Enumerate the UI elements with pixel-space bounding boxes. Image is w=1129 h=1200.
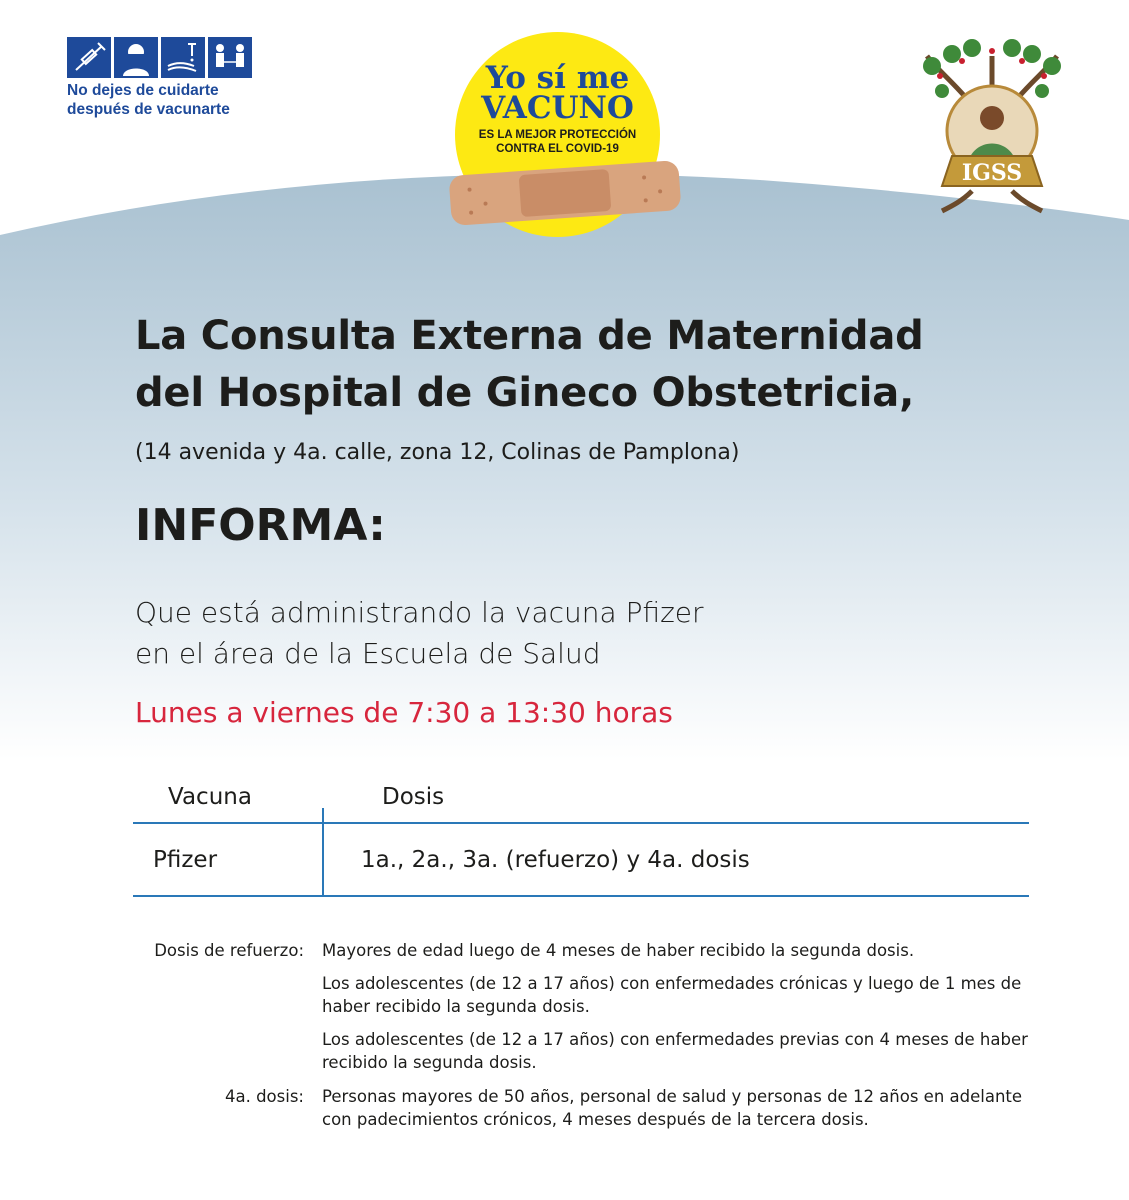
note-label-refuerzo: Dosis de refuerzo: — [154, 941, 304, 960]
note-text: Los adolescentes (de 12 a 17 años) con enfermedades crónicas y luego de 1 mes de haber recibido la segunda dosis. — [322, 974, 1022, 1016]
badge-sub-line-1: ES LA MEJOR PROTECCIÓN — [478, 129, 637, 141]
note-label-cuarta: 4a. dosis: — [224, 1087, 304, 1106]
message — [135, 592, 704, 674]
safety-caption — [67, 81, 230, 119]
message-line-2: en el área de la Escuela de Salud — [135, 637, 601, 670]
vaccine-table — [133, 780, 1029, 898]
table-rule-bottom — [133, 895, 1029, 897]
note-text: Mayores de edad luego de 4 meses de haber recibido la segunda dosis. — [322, 941, 915, 960]
table-rule-top — [133, 822, 1029, 824]
title-line-1: La Consulta Externa de Maternidad — [135, 313, 924, 359]
address: (14 avenida y 4a. calle, zona 12, Colinas de Pamplona) — [135, 440, 740, 465]
badge-sub-line-2: CONTRA EL COVID-19 — [496, 143, 619, 155]
note-text: Los adolescentes (de 12 a 17 años) con enfermedades previas con 4 meses de haber recibido la segunda dosis. — [322, 1030, 1028, 1072]
message-line-1: Que está administrando la vacuna Pfizer — [135, 596, 704, 629]
igss-logo — [912, 36, 1072, 214]
note-text: Personas mayores de 50 años, personal de salud y personas de 12 años en adelante con padecimientos crónicos, 4 meses después de la tercera dosis. — [322, 1087, 1023, 1129]
header-vacuna: Vacuna — [168, 784, 252, 810]
page-title — [135, 308, 924, 422]
hand-washing-icon — [161, 37, 205, 78]
caption-line-2: después de vacunarte — [67, 101, 230, 118]
informa-heading: INFORMA: — [135, 500, 386, 551]
header-dosis: Dosis — [382, 784, 445, 810]
cell-dosis: 1a., 2a., 3a. (refuerzo) y 4a. dosis — [361, 847, 750, 873]
title-line-2: del Hospital de Gineco Obstetricia, — [135, 370, 915, 416]
syringe-icon — [67, 37, 111, 78]
caption-line-1: No dejes de cuidarte — [67, 82, 219, 99]
schedule: Lunes a viernes de 7:30 a 13:30 horas — [135, 696, 673, 729]
social-distance-icon — [208, 37, 252, 78]
bandage-icon — [440, 148, 690, 238]
safety-icon-strip — [67, 37, 252, 78]
badge-line-1: Yo sí me — [485, 60, 630, 96]
cell-vacuna: Pfizer — [153, 847, 218, 873]
logo-text: IGSS — [961, 160, 1023, 186]
table-rule-vertical — [322, 808, 324, 896]
badge-line-2: VACUNO — [481, 90, 634, 126]
face-mask-icon — [114, 37, 158, 78]
